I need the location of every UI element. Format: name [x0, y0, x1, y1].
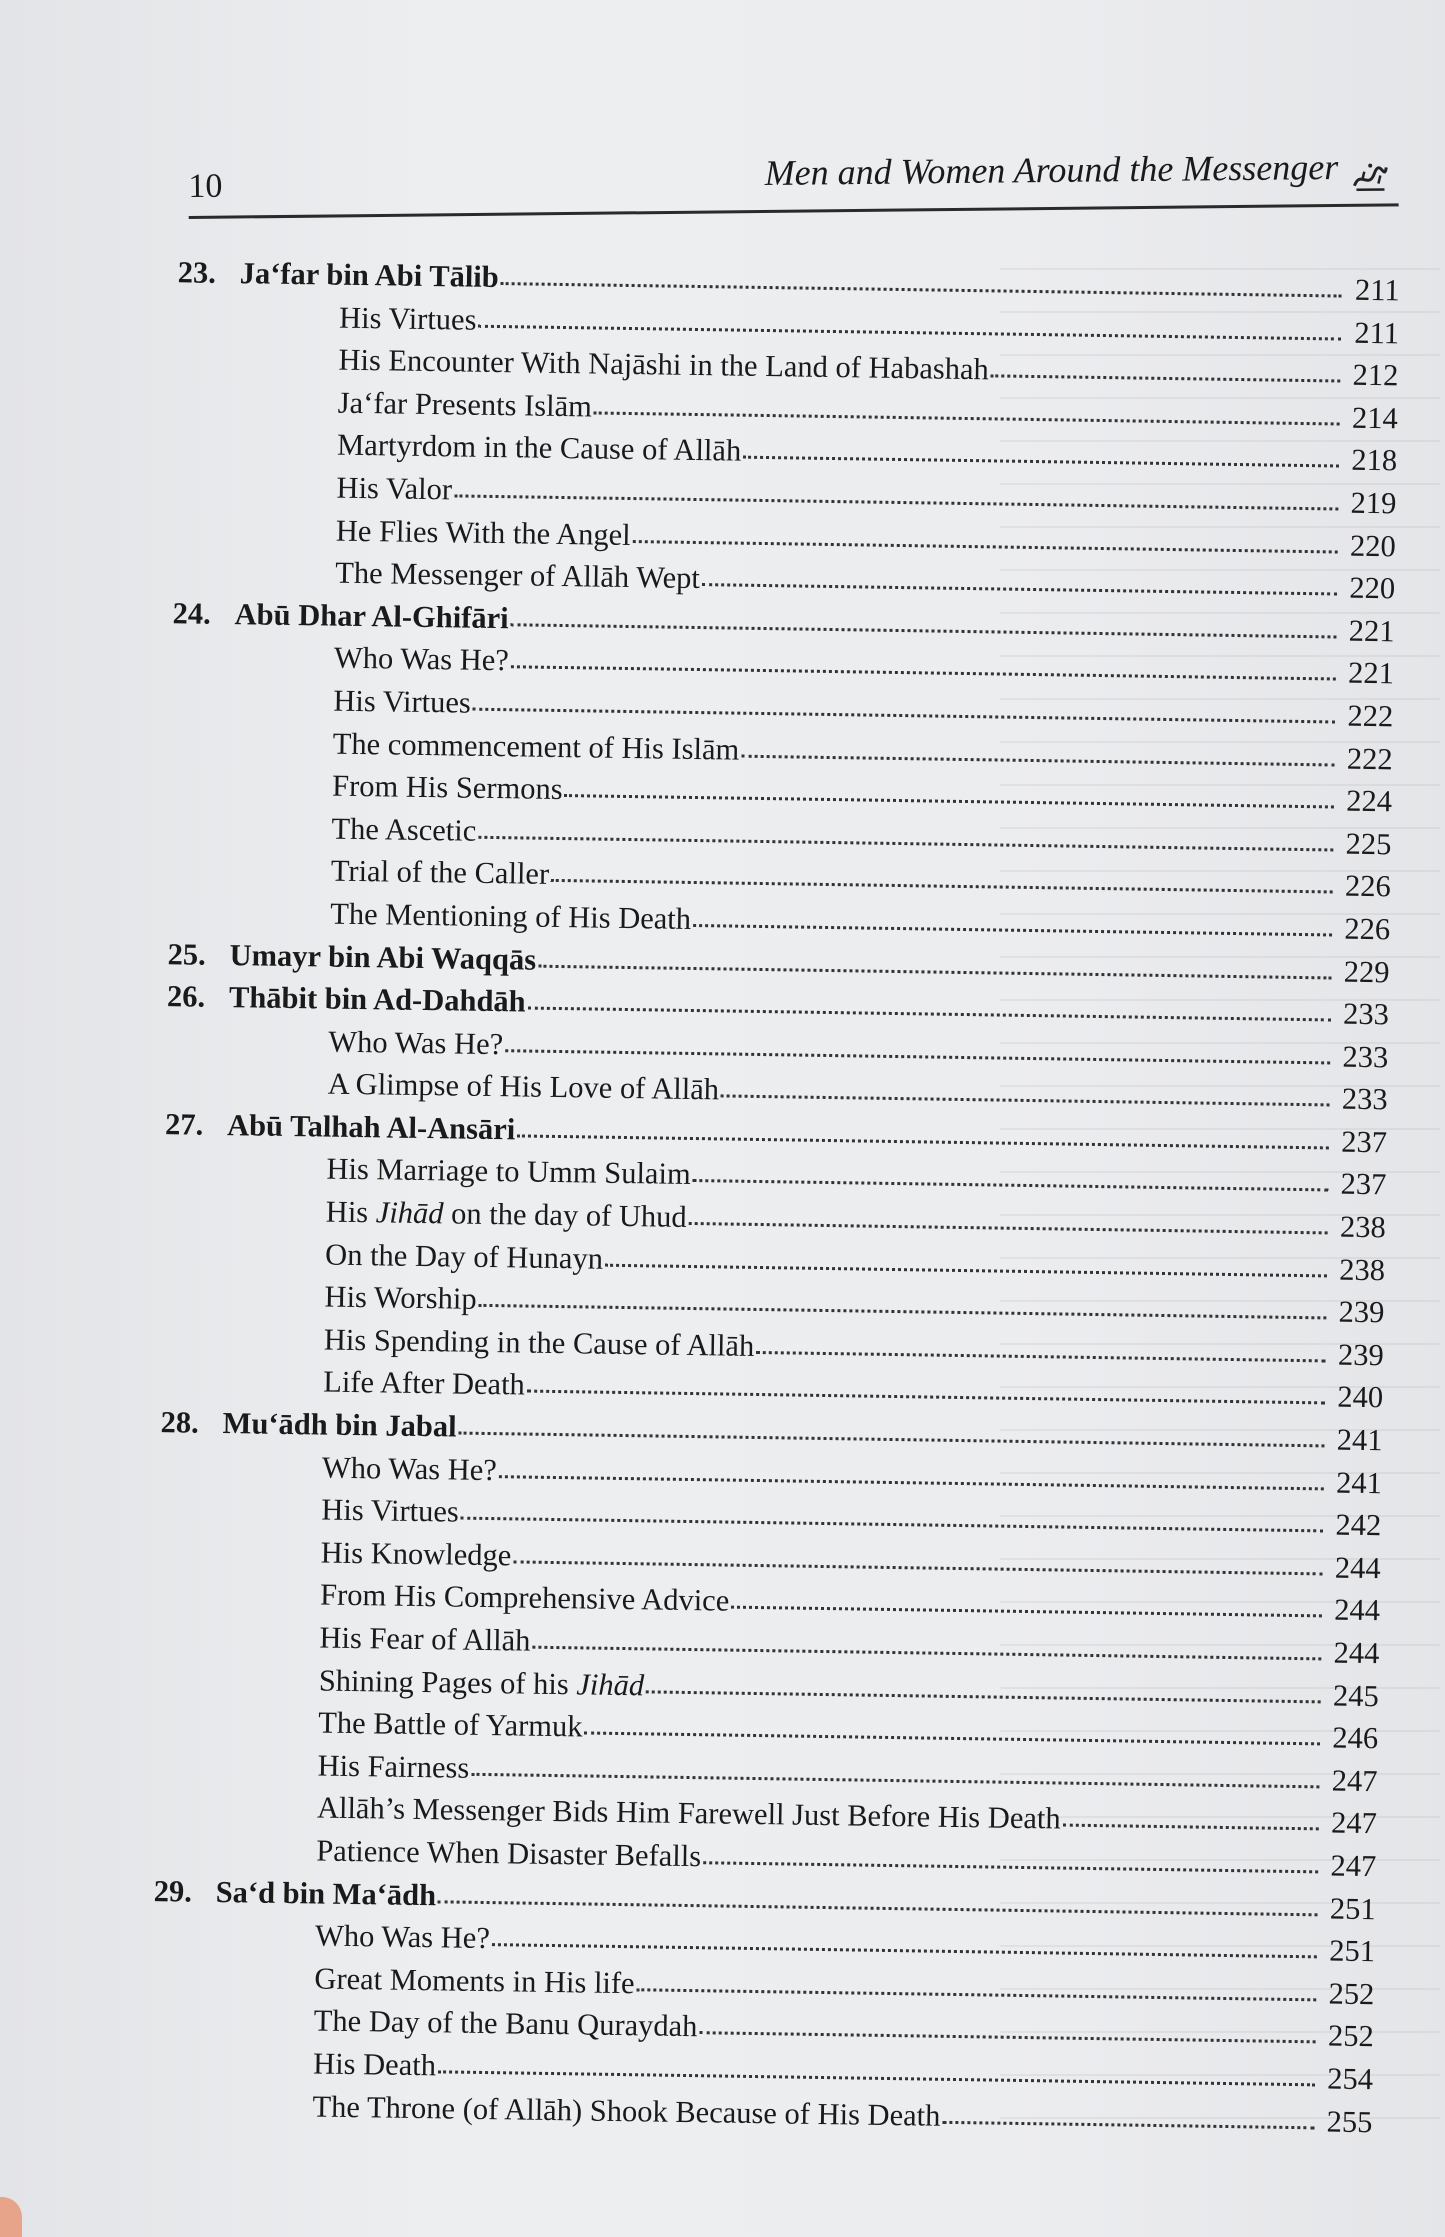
page-ref: 240: [1337, 1380, 1384, 1415]
entry-title: Who Was He?: [333, 640, 510, 678]
dot-leader: [538, 963, 1331, 979]
dot-leader: [511, 665, 1336, 681]
entry-title: Abū Talhah Al-Ansāri: [226, 1107, 516, 1147]
header-rule: [189, 203, 1399, 219]
entry-title: His Valor: [336, 470, 453, 507]
page-ref: 241: [1335, 1465, 1383, 1500]
dot-leader: [454, 493, 1338, 510]
page-ref: 229: [1343, 954, 1390, 989]
entry-title: His Worship: [324, 1279, 477, 1317]
dot-leader: [991, 374, 1341, 383]
page-ref: 222: [1347, 698, 1394, 734]
dot-leader: [605, 1262, 1327, 1277]
page-ref: 221: [1347, 656, 1395, 691]
entry-title: The Throne (of Allāh) Shook Because of His Death: [312, 2089, 941, 2133]
entry-title: His Knowledge: [320, 1535, 512, 1573]
page-ref: 244: [1334, 1592, 1381, 1628]
dot-leader: [501, 281, 1342, 297]
entry-title: Ja‘far bin Abi Tālib: [239, 256, 500, 295]
entry-title: The Mentioning of His Death: [329, 896, 692, 936]
page-ref: 239: [1338, 1294, 1385, 1330]
dot-leader: [743, 455, 1339, 468]
entry-title: From His Comprehensive Advice: [319, 1577, 730, 1618]
entry-title: Allāh’s Messenger Bids Him Farewell Just Before His Death: [316, 1790, 1061, 1836]
page-ref: 251: [1328, 1933, 1376, 1969]
entry-title: The Day of the Banu Quraydah: [313, 2003, 698, 2044]
page-ref: 224: [1346, 783, 1393, 819]
entry-title: His Spending in the Cause of Allāh: [323, 1322, 755, 1363]
entry-title: He Flies With the Angel: [335, 513, 631, 552]
page-ref: 238: [1339, 1209, 1386, 1245]
dot-leader: [551, 878, 1333, 894]
page-ref: 245: [1332, 1678, 1380, 1713]
page-ref: 238: [1339, 1252, 1386, 1287]
page-ref: 254: [1327, 2061, 1374, 2097]
dot-leader: [511, 622, 1337, 638]
dot-leader: [527, 1389, 1325, 1405]
page-ref: 246: [1332, 1720, 1379, 1756]
entry-title: His Encounter With Najāshi in the Land of Habashah: [338, 342, 990, 387]
page-ref: 233: [1341, 1081, 1388, 1117]
dot-leader: [633, 539, 1338, 553]
dot-leader: [689, 1221, 1328, 1234]
dot-leader: [499, 1474, 1324, 1490]
dot-leader: [942, 2119, 1314, 2129]
dot-leader: [438, 2069, 1315, 2086]
entry-title: The commencement of His Islām: [332, 726, 740, 767]
dot-leader: [438, 1899, 1318, 1916]
thumb: [0, 2197, 22, 2237]
entry-title: The Messenger of Allāh Wept: [335, 555, 701, 596]
entry-title: His Fairness: [317, 1748, 470, 1785]
page-ref: 211: [1354, 272, 1400, 308]
entry-title: Ja‘far Presents Islām: [337, 385, 593, 424]
page-ref: 242: [1335, 1507, 1382, 1543]
page-ref: 212: [1352, 357, 1399, 393]
dot-leader: [473, 707, 1336, 724]
page-ref: 251: [1329, 1891, 1376, 1926]
entry-title: Who Was He?: [314, 1918, 491, 1956]
dot-leader: [594, 410, 1340, 425]
entry-title: The Ascetic: [331, 811, 477, 848]
dot-leader: [703, 1860, 1318, 1873]
entry-title: Umayr bin Abi Waqqās: [229, 937, 537, 977]
page-ref: 237: [1340, 1124, 1388, 1160]
page-ref: 244: [1333, 1635, 1380, 1671]
dot-leader: [564, 793, 1334, 808]
entry-title: Trial of the Caller: [330, 853, 550, 892]
page-ref: 214: [1351, 400, 1398, 436]
dot-leader: [458, 1431, 1324, 1448]
page-ref: 247: [1330, 1848, 1377, 1884]
entry-title: From His Sermons: [331, 768, 563, 807]
dot-leader: [492, 1942, 1317, 1958]
page-ref: 220: [1349, 528, 1397, 563]
dot-leader: [461, 1516, 1324, 1533]
dot-leader: [471, 1772, 1319, 1789]
page-header: [188, 137, 1399, 220]
salutation-calligraphy-icon: [1350, 159, 1390, 193]
dot-leader: [1063, 1823, 1319, 1831]
page-ref: 255: [1326, 2104, 1373, 2139]
entry-title: Life After Death: [323, 1364, 526, 1402]
page-ref: 220: [1349, 570, 1396, 606]
entry-title: The Battle of Yarmuk: [317, 1705, 583, 1744]
entry-title: Thābit bin Ad-Dahdāh: [228, 980, 526, 1019]
entry-title: Patience When Disaster Befalls: [316, 1833, 702, 1874]
dot-leader: [693, 1178, 1329, 1191]
page-ref: 226: [1344, 911, 1391, 947]
page-ref: 218: [1351, 443, 1398, 478]
dot-leader: [478, 323, 1341, 340]
entry-title: Great Moments in His life: [314, 1961, 635, 2000]
entry-title: His Jihād on the day of Uhud: [325, 1194, 687, 1234]
dot-leader: [721, 1094, 1330, 1107]
page-ref: 233: [1342, 996, 1390, 1032]
entry-title: His Marriage to Umm Sulaim: [326, 1152, 691, 1192]
entry-title: Who Was He?: [328, 1024, 504, 1061]
entry-title: Mu‘ādh bin Jabal: [222, 1406, 457, 1444]
dot-leader: [693, 923, 1332, 936]
entry-title: Shining Pages of his Jihād: [318, 1663, 645, 1702]
section-number: 28.: [160, 1405, 200, 1440]
page-ref: 237: [1340, 1167, 1387, 1202]
page-ref: 226: [1344, 868, 1392, 904]
dot-leader: [741, 753, 1334, 766]
section-number: 29.: [153, 1873, 193, 1909]
entry-title: Who Was He?: [321, 1450, 498, 1487]
entry-title: His Virtues: [338, 300, 477, 337]
dot-leader: [702, 582, 1337, 595]
section-number: 27.: [164, 1107, 204, 1142]
page-ref: 252: [1328, 1976, 1375, 2011]
dot-leader: [517, 1133, 1329, 1149]
entry-title: His Death: [312, 2046, 437, 2083]
section-number: 25.: [167, 936, 207, 972]
table-of-contents: [132, 255, 1400, 2147]
page-ref: 247: [1330, 1805, 1378, 1841]
dot-leader: [528, 1006, 1331, 1022]
entry-title: His Fear of Allāh: [319, 1620, 531, 1658]
dot-leader: [731, 1605, 1322, 1618]
page-ref: 222: [1346, 741, 1393, 776]
running-head: Men and Women Around the Messenger: [764, 146, 1339, 193]
dot-leader: [478, 1303, 1326, 1320]
entry-title: A Glimpse of His Love of Allāh: [327, 1066, 720, 1107]
entry-title: Martyrdom in the Cause of Allāh: [336, 428, 742, 469]
dot-leader: [637, 1987, 1317, 2001]
page-ref: 219: [1350, 485, 1397, 521]
page-number: 10: [188, 167, 223, 205]
dot-leader: [532, 1645, 1321, 1661]
entry-title: Abū Dhar Al-Ghifāri: [234, 596, 509, 635]
entry-title: On the Day of Hunayn: [324, 1237, 604, 1276]
section-number: 24.: [172, 595, 212, 631]
page-ref: 241: [1336, 1422, 1383, 1458]
entry-title: His Virtues: [321, 1492, 460, 1529]
dot-leader: [513, 1559, 1322, 1575]
dot-leader: [699, 2031, 1315, 2044]
page-ref: 233: [1342, 1039, 1389, 1074]
dot-leader: [584, 1731, 1320, 1746]
dot-leader: [756, 1350, 1326, 1362]
section-number: 26.: [166, 979, 206, 1014]
page-ref: 221: [1348, 613, 1395, 649]
page-ref: 252: [1327, 2018, 1374, 2054]
page-ref: 225: [1345, 826, 1392, 862]
section-number: 23.: [177, 255, 217, 290]
page-ref: 211: [1354, 315, 1400, 350]
entry-title: Sa‘d bin Ma‘ādh: [215, 1874, 437, 1912]
dot-leader: [646, 1689, 1321, 1703]
page-ref: 239: [1337, 1337, 1385, 1373]
entry-title: His Virtues: [333, 683, 472, 720]
page-ref: 247: [1331, 1763, 1378, 1799]
dot-leader: [505, 1048, 1330, 1064]
dot-leader: [478, 835, 1333, 852]
page-ref: 244: [1334, 1550, 1381, 1586]
